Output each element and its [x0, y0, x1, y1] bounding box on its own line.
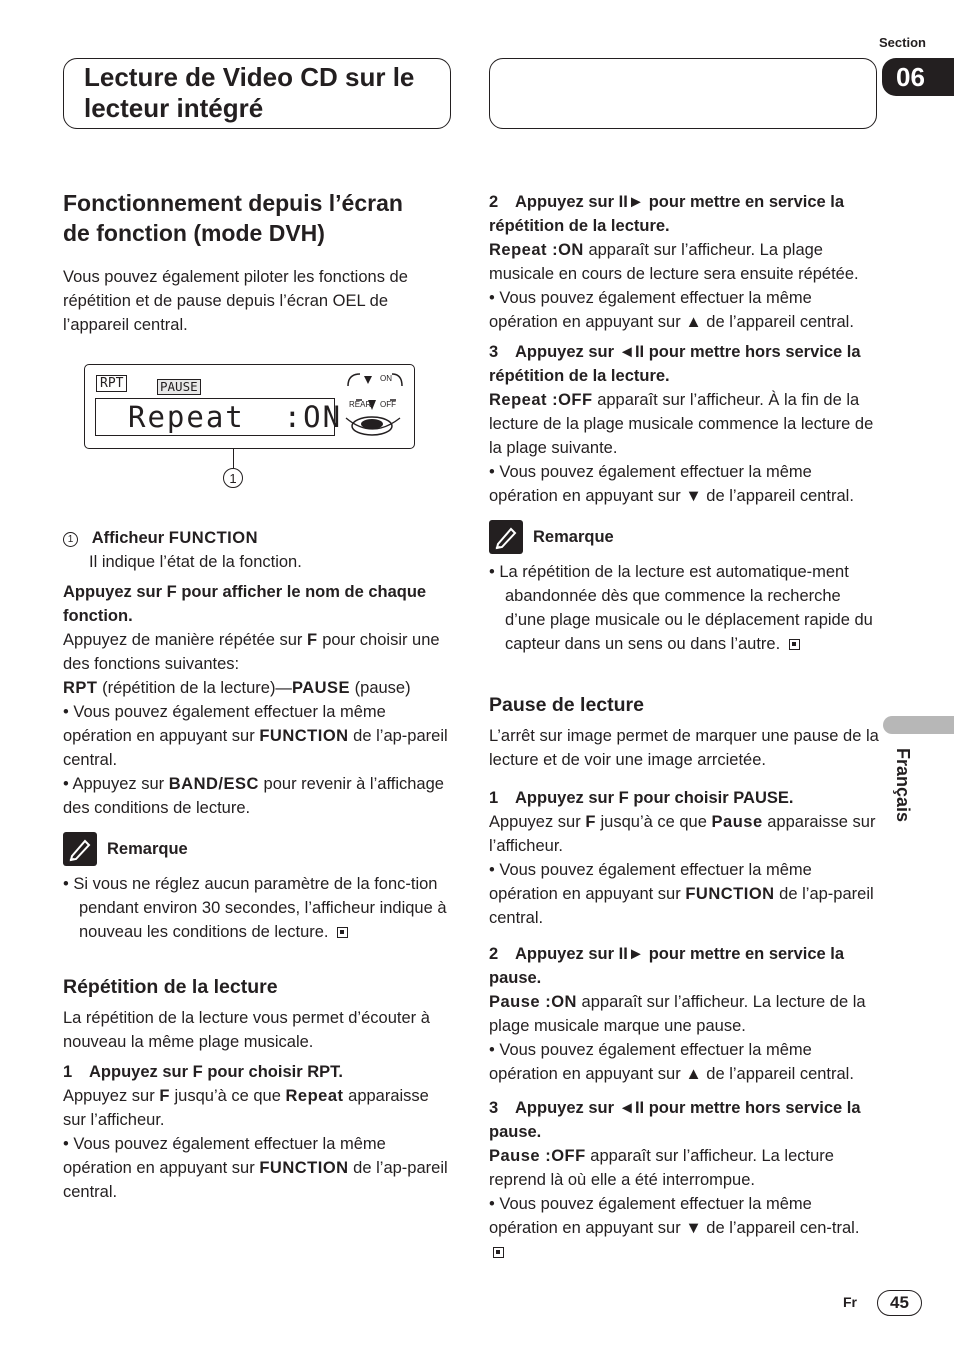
pause-step-2-body: Pause :ON apparaît sur l’afficheur. La lecture de la plage musicale marque une pause.: [489, 993, 866, 1035]
repeat-step-3: 3 Appuyez sur ◄II pour mettre hors service la répétition de la lecture.: [489, 343, 861, 385]
section-number-badge: 06: [882, 58, 954, 96]
callout-item: 1 Afficheur FUNCTION: [63, 526, 453, 550]
up-arrow-icon: ▲: [685, 1065, 702, 1083]
callout-item-desc: Il indique l’état de la fonction.: [89, 553, 302, 571]
rpt-indicator: RPT: [96, 375, 127, 392]
note-text: • Si vous ne réglez aucun paramètre de la fonc-tion pendant environ 30 secondes, l’afficheur indique à nouveau les conditions de lecture.: [63, 875, 447, 941]
repeat-press-paragraph: Appuyez de manière répétée sur F pour choisir une des fonctions suivantes:: [63, 631, 440, 673]
chapter-title-box: [63, 58, 451, 129]
up-arrow-icon: ▲: [685, 313, 702, 331]
pause-step-1-body: Appuyez sur F jusqu’à ce que Pause apparaisse sur l’afficheur.: [489, 813, 876, 855]
footer-lang-code: Fr: [843, 1294, 857, 1310]
pause-step-1-bullet: • Vous pouvez également effectuer la même opération en appuyant sur FUNCTION de l’ap-pareil central.: [489, 861, 874, 927]
repeat-step-1: 1 Appuyez sur F pour choisir RPT.: [63, 1063, 344, 1081]
repeat-heading: Répétition de la lecture: [63, 976, 278, 998]
note-label: Remarque: [107, 840, 188, 858]
rewind-pause-icon: ◄II: [618, 343, 645, 361]
note-header: [63, 832, 453, 866]
left-column-body: [63, 526, 453, 1204]
repeat-step-2: 2 Appuyez sur II► pour mettre en service la répétition de la lecture.: [489, 193, 845, 235]
note-text-right: • La répétition de la lecture est automatique-ment abandonnée dès que commence la recherche d’une plage musicale ou le déplacement rapide du capteur dans un sens ou dans l’autre.: [489, 563, 873, 653]
end-mark-icon: [337, 927, 348, 938]
pause-step-1: 1 Appuyez sur F pour choisir PAUSE.: [489, 789, 794, 807]
function-list: RPT (répétition de la lecture)—PAUSE (pause): [63, 679, 411, 697]
icon-off-label: OFF: [380, 400, 396, 409]
chapter-title-line1: Lecture de Video CD sur le: [84, 62, 415, 92]
pause-indicator: PAUSE: [157, 379, 201, 395]
page-number: 45: [877, 1290, 922, 1316]
pause-intro: L’arrêt sur image permet de marquer une pause de la lecture et de voir une image arrcietée.: [489, 727, 879, 769]
end-mark-icon: [493, 1247, 504, 1258]
callout-item-number: 1: [63, 532, 78, 547]
repeat-intro: La répétition de la lecture vous permet d’écouter à nouveau la même plage musicale.: [63, 1009, 430, 1051]
pause-step-3-bullet: • Vous pouvez également effectuer la même opération en appuyant sur ▼ de l’appareil cen-tral.: [489, 1192, 879, 1264]
chapter-title-line2: lecteur intégré: [84, 93, 264, 123]
repeat-step-3-bullet: • Vous pouvez également effectuer la même opération en appuyant sur ▼ de l’appareil central.: [489, 463, 854, 505]
bullet-band-esc: • Appuyez sur BAND/ESC pour revenir à l’affichage des conditions de lecture.: [63, 775, 444, 817]
icon-on-label: ON: [380, 374, 392, 383]
down-arrow-icon: ▼: [685, 487, 702, 505]
right-column: [489, 190, 879, 1264]
repeat-step-2-bullet: • Vous pouvez également effectuer la même opération en appuyant sur ▲ de l’appareil central.: [489, 289, 854, 331]
callout-line: [233, 449, 234, 468]
display-screen-text: Repeat :ON: [95, 398, 335, 436]
language-tab: [883, 716, 954, 734]
note-pencil-icon: [489, 520, 523, 554]
repeat-step-1-body: Appuyez sur F jusqu’à ce que Repeat apparaisse sur l’afficheur.: [63, 1087, 429, 1129]
icon-rear-label: REAR: [349, 400, 372, 409]
bullet-function: • Vous pouvez également effectuer la même opération en appuyant sur FUNCTION de l’ap-pareil central.: [63, 703, 448, 769]
pause-step-2: 2 Appuyez sur II► pour mettre en service la pause.: [489, 945, 845, 987]
repeat-step-3-body: Repeat :OFF apparaît sur l’afficheur. À la fin de la lecture de la plage musicale commence la lecture de la plage suivante.: [489, 391, 874, 457]
play-pause-icon: II►: [618, 945, 645, 963]
note-header-right: [489, 520, 879, 554]
rewind-pause-icon: ◄II: [618, 1099, 645, 1117]
pause-step-3: 3 Appuyez sur ◄II pour mettre hors service la pause.: [489, 1099, 861, 1141]
pause-heading: Pause de lecture: [489, 694, 644, 716]
left-column: [63, 188, 453, 337]
language-label: Français: [893, 748, 913, 823]
intro-paragraph: Vous pouvez également piloter les fonctions de répétition et de pause depuis l’écran OEL de l’appareil central.: [63, 268, 408, 334]
repeat-step-1-bullet: • Vous pouvez également effectuer la même opération en appuyant sur FUNCTION de l’ap-pareil central.: [63, 1135, 448, 1201]
down-arrow-icon: ▼: [685, 1219, 702, 1237]
note-label: Remarque: [533, 528, 614, 546]
section-heading: Fonctionnement depuis l’écran de fonction (mode DVH): [63, 190, 403, 246]
note-pencil-icon: [63, 832, 97, 866]
press-f-instruction: Appuyez sur F pour afficher le nom de chaque fonction.: [63, 583, 427, 625]
oel-display-illustration: [84, 364, 415, 449]
repeat-step-2-body: Repeat :ON apparaît sur l’afficheur. La plage musicale en cours de lecture sera ensuite répétée.: [489, 241, 859, 283]
pause-step-2-bullet: • Vous pouvez également effectuer la même opération en appuyant sur ▲ de l’appareil central.: [489, 1041, 854, 1083]
empty-header-box: [489, 58, 877, 129]
section-label: Section: [879, 35, 926, 50]
callout-number: 1: [223, 468, 243, 488]
pause-step-3-body: Pause :OFF apparaît sur l’afficheur. La lecture reprend là où elle a été interrompue.: [489, 1147, 834, 1189]
play-pause-icon: II►: [618, 193, 645, 211]
end-mark-icon: [789, 639, 800, 650]
